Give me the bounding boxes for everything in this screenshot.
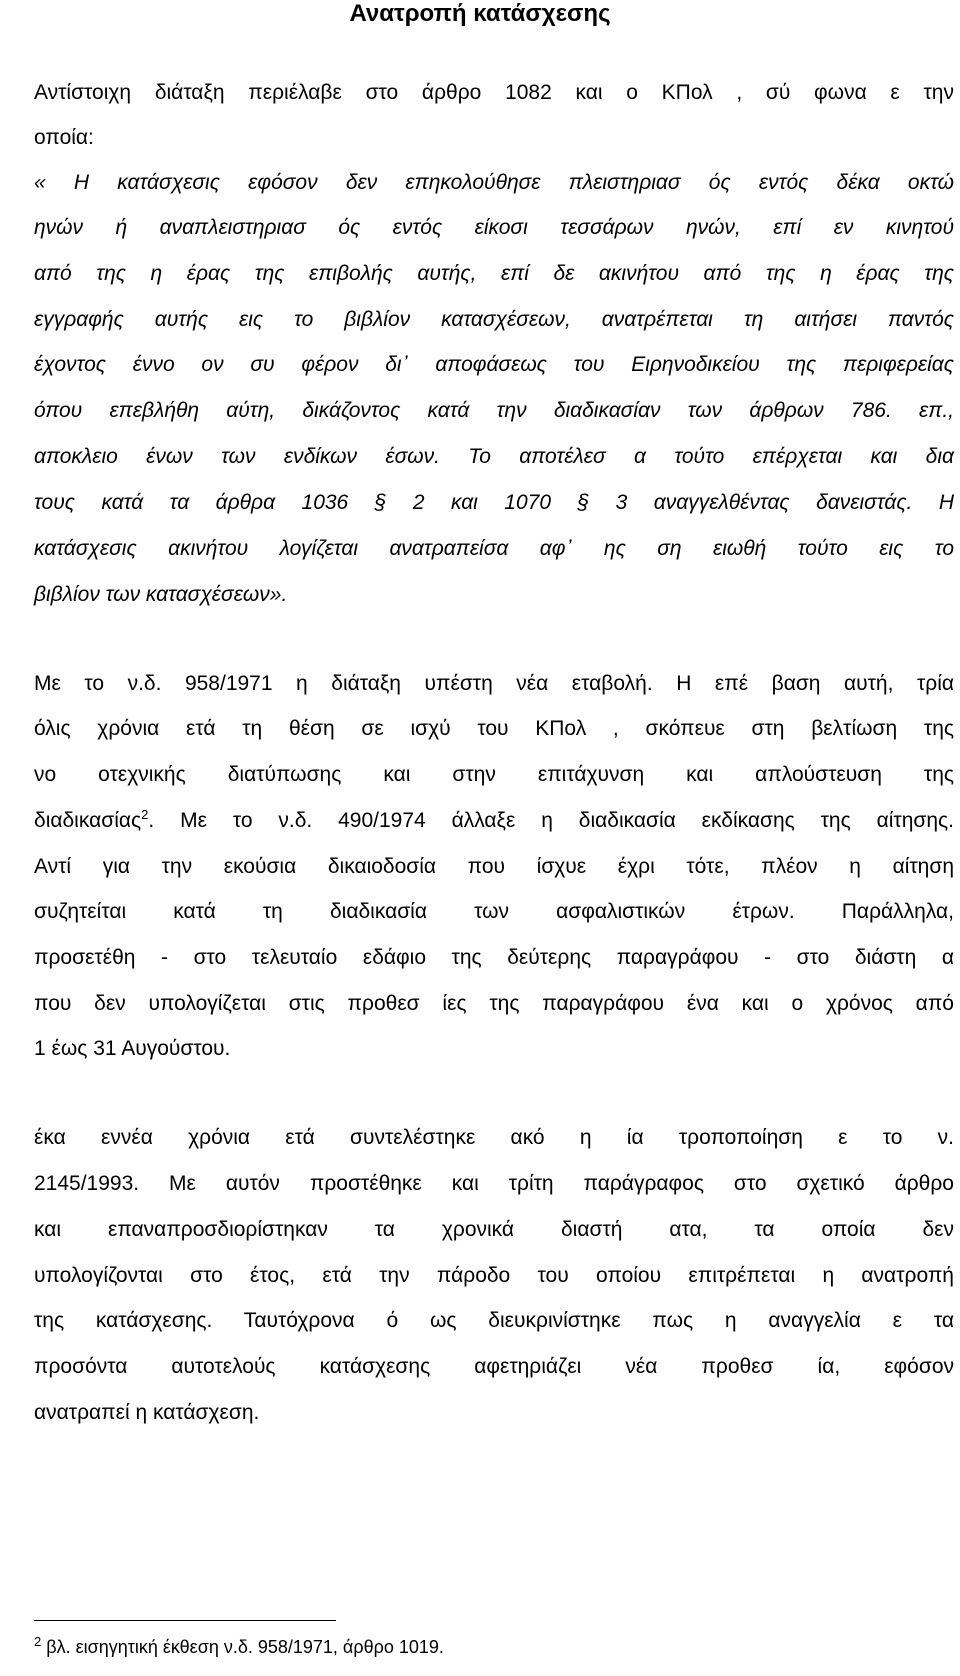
quote-line: από της η έρας της επιβολής αυτής, επί δε ακινήτου από της η έρας της xyxy=(34,262,954,285)
paragraph-1-line: Αντίστοιχη διάταξη περιέλαβε στο άρθρο 1082 και ο ΚΠολ , σύ φωνα ε την xyxy=(34,81,954,104)
quote-line: τους κατά τα άρθρα 1036 § 2 και 1070 § 3 αναγγελθέντας δανειστάς. Η xyxy=(34,491,954,514)
paragraph-3-line: 2145/1993. Με αυτόν προστέθηκε και τρίτη παράγραφος στο σχετικό άρθρο xyxy=(34,1172,954,1195)
paragraph-2-line: Με το ν.δ. 958/1971 η διάταξη υπέστη νέα εταβολή. Η επέ βαση αυτή, τρία xyxy=(34,672,954,695)
quote-line: βιβλίον των κατασχέσεων». xyxy=(34,583,288,606)
footnote-divider xyxy=(34,1620,336,1621)
quote-line: ηνών ή αναπλειστηριασ ός εντός είκοσι τεσσάρων ηνών, επί εν κινητού xyxy=(34,216,954,239)
paragraph-3-line: ανατραπεί η κατάσχεση. xyxy=(34,1401,260,1424)
footnote-reference: 2 xyxy=(141,807,149,822)
quote-line: όπου επεβλήθη αύτη, δικάζοντος κατά την διαδικασίαν των άρθρων 786. επ., xyxy=(34,399,954,422)
footnote-text: βλ. εισηγητική έκθεση ν.δ. 958/1971, άρθρο 1019. xyxy=(41,1637,444,1657)
paragraph-3-line: έκα εννέα χρόνια ετά συντελέστηκε ακό η ία τροποποίηση ε το ν. xyxy=(34,1126,954,1149)
quote-line: έχοντος έννο ον συ φέρον δι᾽ αποφάσεως του Ειρηνοδικείου της περιφερείας xyxy=(34,353,954,376)
paragraph-2-line xyxy=(34,808,954,834)
paragraph-2-line: Αντί για την εκούσια δικαιοδοσία που ίσχυε έχρι τότε, πλέον η αίτηση xyxy=(34,855,954,878)
page-title: Ανατροπή κατάσχεσης xyxy=(349,0,611,27)
paragraph-2-line: 1 έως 31 Αυγούστου. xyxy=(34,1037,231,1060)
paragraph-2-text: . Με το ν.δ. 490/1974 άλλαξε η διαδικασία εκδίκασης της αίτησης. xyxy=(148,809,954,832)
paragraph-2-line: προσετέθη - στο τελευταίο εδάφιο της δεύτερης παραγράφου - στο διάστη α xyxy=(34,946,954,969)
paragraph-3-line: και επαναπροσδιορίστηκαν τα χρονικά διαστή ατα, τα οποία δεν xyxy=(34,1218,954,1241)
paragraph-1-line: οποία: xyxy=(34,126,94,149)
footnote xyxy=(34,1636,444,1658)
paragraph-3-line: της κατάσχεσης. Ταυτόχρονα ό ως διευκρινίστηκε πως η αναγγελία ε τα xyxy=(34,1309,954,1332)
paragraph-3-line: προσόντα αυτοτελούς κατάσχεσης αφετηριάζει νέα προθεσ ία, εφόσον xyxy=(34,1355,954,1378)
paragraph-3-line: υπολογίζονται στο έτος, ετά την πάροδο του οποίου επιτρέπεται η ανατροπή xyxy=(34,1264,954,1287)
footnote-mark: 2 xyxy=(34,1634,42,1649)
quote-line: εγγραφής αυτής εις το βιβλίον κατασχέσεων, ανατρέπεται τη αιτήσει παντός xyxy=(34,308,954,331)
paragraph-2-line: συζητείται κατά τη διαδικασία των ασφαλιστικών έτρων. Παράλληλα, xyxy=(34,900,954,923)
paragraph-2-line: όλις χρόνια ετά τη θέση σε ισχύ του ΚΠολ , σκόπευε στη βελτίωση της xyxy=(34,717,954,740)
quote-line: κατάσχεσις ακινήτου λογίζεται ανατραπείσα αφ᾽ ης ση ειωθή τούτο εις το xyxy=(34,537,954,560)
quote-line: « Η κατάσχεσις εφόσον δεν επηκολούθησε πλειστηριασ ός εντός δέκα οκτώ xyxy=(34,171,954,194)
paragraph-2-text: διαδικασίας xyxy=(34,809,142,832)
quote-line: αποκλειο ένων των ενδίκων έσων. Το αποτέλεσ α τούτο επέρχεται και δια xyxy=(34,445,954,468)
paragraph-2-line: νο οτεχνικής διατύπωσης και στην επιτάχυνση και απλούστευση της xyxy=(34,763,954,786)
paragraph-2-line: που δεν υπολογίζεται στις προθεσ ίες της παραγράφου ένα και ο χρόνος από xyxy=(34,992,954,1015)
